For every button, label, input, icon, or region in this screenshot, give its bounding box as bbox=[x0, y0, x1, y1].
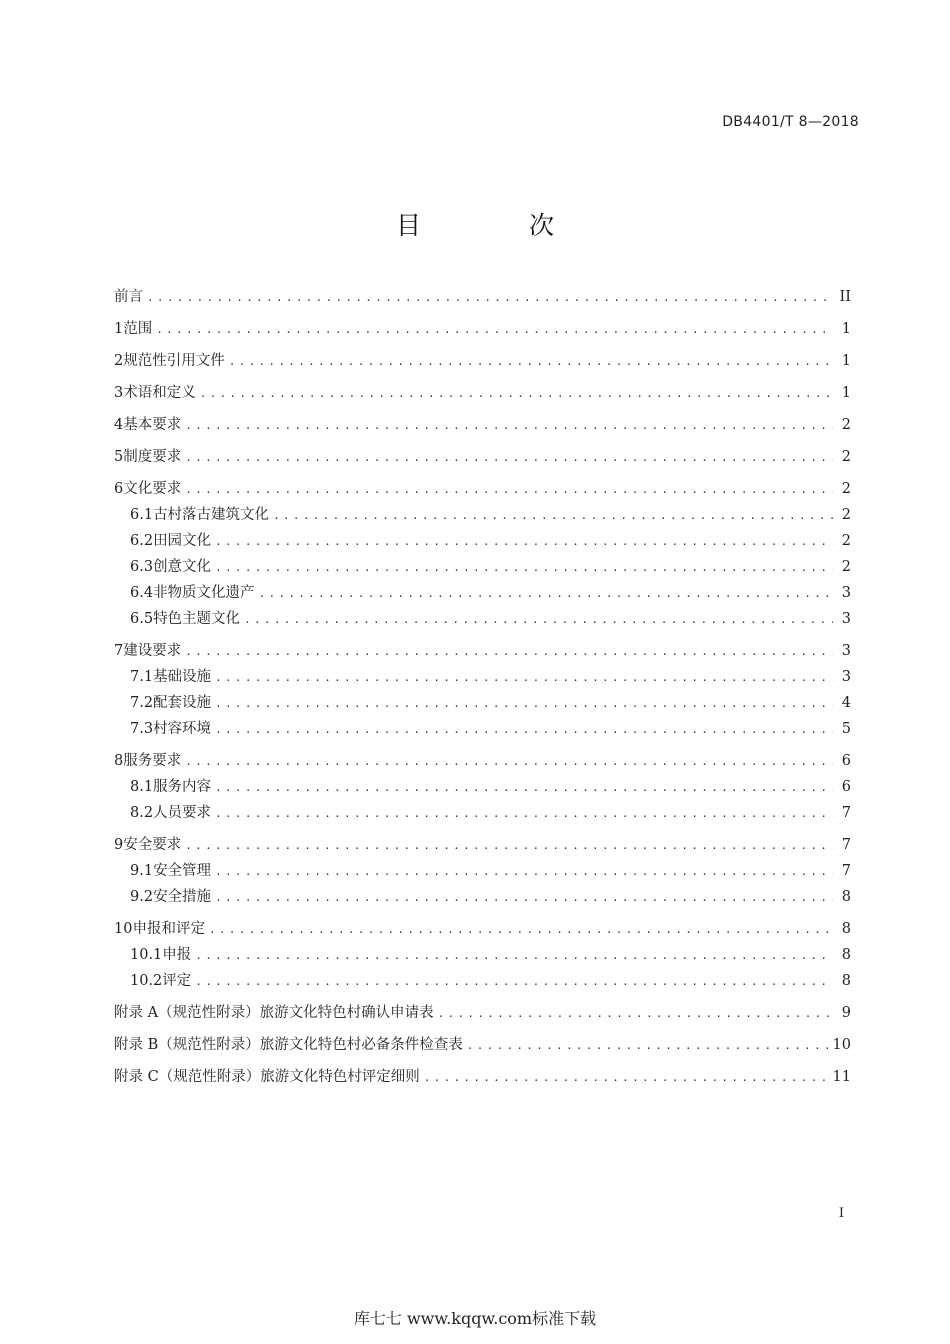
toc-entry-label: 非物质文化遗产 bbox=[153, 585, 255, 601]
toc-entry[interactable] bbox=[114, 1067, 851, 1088]
dot-leader bbox=[215, 668, 833, 688]
toc-entry-page: 3 bbox=[841, 669, 851, 685]
dot-leader bbox=[185, 836, 833, 856]
dot-leader bbox=[215, 694, 833, 714]
dot-leader bbox=[195, 972, 833, 992]
toc-entry-number: 4 bbox=[114, 417, 124, 433]
toc-entry[interactable] bbox=[114, 861, 851, 882]
toc-entry-number: 7.3 bbox=[130, 721, 154, 737]
toc-entry-number: 10.2 bbox=[130, 973, 163, 989]
toc-entry-number: 3 bbox=[114, 385, 124, 401]
toc-entry-number: 6.4 bbox=[130, 585, 154, 601]
toc-entry-label: 制度要求 bbox=[123, 449, 182, 465]
toc-entry[interactable] bbox=[114, 479, 851, 500]
toc-entry-number: 5 bbox=[114, 449, 124, 465]
toc-entry-number: 6.5 bbox=[130, 611, 154, 627]
toc-entry-label: 基本要求 bbox=[123, 417, 182, 433]
toc-entry-label: 文化要求 bbox=[123, 481, 182, 497]
toc-entry-page: 3 bbox=[841, 585, 851, 601]
toc-entry-number: 附录 C bbox=[114, 1069, 159, 1085]
toc-entry[interactable] bbox=[114, 531, 851, 552]
dot-leader bbox=[215, 532, 833, 552]
dot-leader bbox=[156, 320, 833, 340]
toc-entry-page: 8 bbox=[841, 973, 851, 989]
toc-entry-page: 4 bbox=[841, 695, 851, 711]
toc-entry-label: 前言 bbox=[114, 289, 143, 305]
toc-entry-label: 配套设施 bbox=[153, 695, 212, 711]
toc-entry[interactable] bbox=[114, 641, 851, 662]
toc-entry-page: II bbox=[839, 289, 851, 305]
dot-leader bbox=[424, 1068, 829, 1088]
dot-leader bbox=[229, 352, 833, 372]
dot-leader bbox=[209, 920, 833, 940]
toc-entry-page: 9 bbox=[841, 1005, 851, 1021]
toc-entry-number: 7.2 bbox=[130, 695, 154, 711]
toc-entry-label: 安全措施 bbox=[153, 889, 212, 905]
toc-entry-label: 规范性引用文件 bbox=[123, 353, 225, 369]
dot-leader bbox=[215, 888, 833, 908]
toc-entry-kind: （规范性附录） bbox=[158, 1037, 260, 1053]
toc-entry[interactable] bbox=[114, 667, 851, 688]
toc-entry-page: 7 bbox=[841, 837, 851, 853]
toc-entry-page: 2 bbox=[841, 533, 851, 549]
toc-entry[interactable] bbox=[114, 319, 851, 340]
dot-leader bbox=[215, 804, 833, 824]
toc-entry[interactable] bbox=[114, 1003, 851, 1024]
toc-entry-number: 9 bbox=[114, 837, 124, 853]
toc-entry-page: 11 bbox=[832, 1069, 851, 1085]
toc-entry[interactable] bbox=[114, 557, 851, 578]
toc-entry-label: 服务要求 bbox=[123, 753, 182, 769]
toc-entry[interactable] bbox=[114, 919, 851, 940]
toc-entry-number: 7.1 bbox=[130, 669, 154, 685]
toc-entry[interactable] bbox=[114, 887, 851, 908]
toc-entry[interactable] bbox=[114, 835, 851, 856]
dot-leader bbox=[467, 1036, 829, 1056]
dot-leader bbox=[185, 752, 833, 772]
toc-entry-label: 田园文化 bbox=[153, 533, 212, 549]
toc-entry[interactable] bbox=[114, 1035, 851, 1056]
toc-entry-number: 10 bbox=[114, 921, 133, 937]
toc-entry-number: 1 bbox=[114, 321, 124, 337]
toc-entry[interactable] bbox=[114, 287, 851, 308]
toc-entry-label: 基础设施 bbox=[153, 669, 212, 685]
toc-entry-page: 2 bbox=[841, 559, 851, 575]
toc-entry-number: 7 bbox=[114, 643, 124, 659]
toc-entry-number: 6.1 bbox=[130, 507, 154, 523]
dot-leader bbox=[195, 946, 833, 966]
toc-entry[interactable] bbox=[114, 447, 851, 468]
toc-entry-number: 10.1 bbox=[130, 947, 163, 963]
toc-entry-page: 7 bbox=[841, 863, 851, 879]
toc-entry-kind: （规范性附录） bbox=[158, 1005, 260, 1021]
dot-leader bbox=[273, 506, 833, 526]
watermark-text: 库七七 www.kqqw.com标准下载 bbox=[353, 1309, 597, 1328]
dot-leader bbox=[244, 610, 833, 630]
toc-entry-kind: （规范性附录） bbox=[158, 1069, 261, 1085]
dot-leader bbox=[215, 778, 833, 798]
dot-leader bbox=[215, 862, 833, 882]
toc-entry[interactable] bbox=[114, 945, 851, 966]
dot-leader bbox=[185, 642, 833, 662]
toc-entry-number: 8.1 bbox=[130, 779, 154, 795]
toc-entry-page: 2 bbox=[841, 481, 851, 497]
toc-entry-page: 10 bbox=[832, 1037, 851, 1053]
toc-entry-label: 人员要求 bbox=[153, 805, 212, 821]
toc-entry-page: 1 bbox=[841, 353, 851, 369]
dot-leader bbox=[185, 448, 833, 468]
toc-entry-label: 旅游文化特色村确认申请表 bbox=[259, 1005, 434, 1021]
toc-entry-label: 申报 bbox=[162, 947, 192, 963]
toc-entry-label: 范围 bbox=[123, 321, 153, 337]
toc-entry-page: 1 bbox=[841, 385, 851, 401]
toc-entry-number: 6.3 bbox=[130, 559, 154, 575]
toc-entry[interactable] bbox=[114, 803, 851, 824]
dot-leader bbox=[185, 480, 833, 500]
toc-entry-page: 8 bbox=[841, 889, 851, 905]
dot-leader bbox=[147, 288, 833, 308]
toc-entry[interactable] bbox=[114, 777, 851, 798]
toc-entry[interactable] bbox=[114, 351, 851, 372]
toc-entry-page: 8 bbox=[841, 947, 851, 963]
dot-leader bbox=[215, 558, 833, 578]
toc-entry-label: 旅游文化特色村评定细则 bbox=[260, 1069, 420, 1085]
dot-leader bbox=[438, 1004, 833, 1024]
toc-entry-label: 特色主题文化 bbox=[153, 611, 241, 627]
toc-entry-number: 附录 B bbox=[114, 1037, 159, 1053]
toc-entry-page: 5 bbox=[841, 721, 851, 737]
toc-entry-label: 建设要求 bbox=[123, 643, 182, 659]
toc-entry-number: 6.2 bbox=[130, 533, 154, 549]
toc-entry-page: 1 bbox=[841, 321, 851, 337]
toc-entry-label: 古村落古建筑文化 bbox=[153, 507, 270, 523]
dot-leader bbox=[200, 384, 833, 404]
dot-leader bbox=[215, 720, 833, 740]
toc-entry-page: 3 bbox=[841, 611, 851, 627]
toc-entry[interactable] bbox=[114, 693, 851, 714]
toc-entry-label: 术语和定义 bbox=[123, 385, 196, 401]
toc-entry[interactable] bbox=[114, 505, 851, 526]
toc-entry[interactable] bbox=[114, 383, 851, 404]
toc-entry-page: 6 bbox=[841, 779, 851, 795]
toc-entry-number: 附录 A bbox=[114, 1005, 159, 1021]
dot-leader bbox=[259, 584, 833, 604]
toc-entry-label: 安全管理 bbox=[153, 863, 212, 879]
toc-entry-page: 3 bbox=[841, 643, 851, 659]
toc-entry-number: 8 bbox=[114, 753, 124, 769]
toc-entry-number: 8.2 bbox=[130, 805, 154, 821]
document-code: DB4401/T 8—2018 bbox=[722, 114, 859, 130]
toc-entry-number: 9.1 bbox=[130, 863, 154, 879]
toc-entry-label: 创意文化 bbox=[153, 559, 212, 575]
toc-entry-number: 9.2 bbox=[130, 889, 154, 905]
toc-entry-label: 旅游文化特色村必备条件检查表 bbox=[259, 1037, 463, 1053]
toc-entry-page: 2 bbox=[841, 417, 851, 433]
toc-entry[interactable] bbox=[114, 415, 851, 436]
toc-entry[interactable] bbox=[114, 583, 851, 604]
toc-entry-page: 6 bbox=[841, 753, 851, 769]
toc-entry-label: 评定 bbox=[162, 973, 192, 989]
toc-entry-label: 服务内容 bbox=[153, 779, 212, 795]
toc-entry-label: 申报和评定 bbox=[132, 921, 205, 937]
toc-entry[interactable] bbox=[114, 751, 851, 772]
toc-entry-page: 2 bbox=[841, 449, 851, 465]
toc-entry-page: 2 bbox=[841, 507, 851, 523]
dot-leader bbox=[185, 416, 833, 436]
toc-entry-label: 安全要求 bbox=[123, 837, 182, 853]
toc-entry-page: 7 bbox=[841, 805, 851, 821]
toc-entry-label: 村容环境 bbox=[153, 721, 212, 737]
table-of-contents bbox=[114, 287, 851, 1088]
page-title: 目 次 bbox=[396, 211, 604, 240]
toc-entry[interactable] bbox=[114, 719, 851, 740]
toc-entry[interactable] bbox=[114, 971, 851, 992]
toc-entry-number: 2 bbox=[114, 353, 124, 369]
page-number: I bbox=[838, 1206, 844, 1221]
toc-entry-page: 8 bbox=[841, 921, 851, 937]
toc-entry[interactable] bbox=[114, 609, 851, 630]
toc-entry-number: 6 bbox=[114, 481, 124, 497]
